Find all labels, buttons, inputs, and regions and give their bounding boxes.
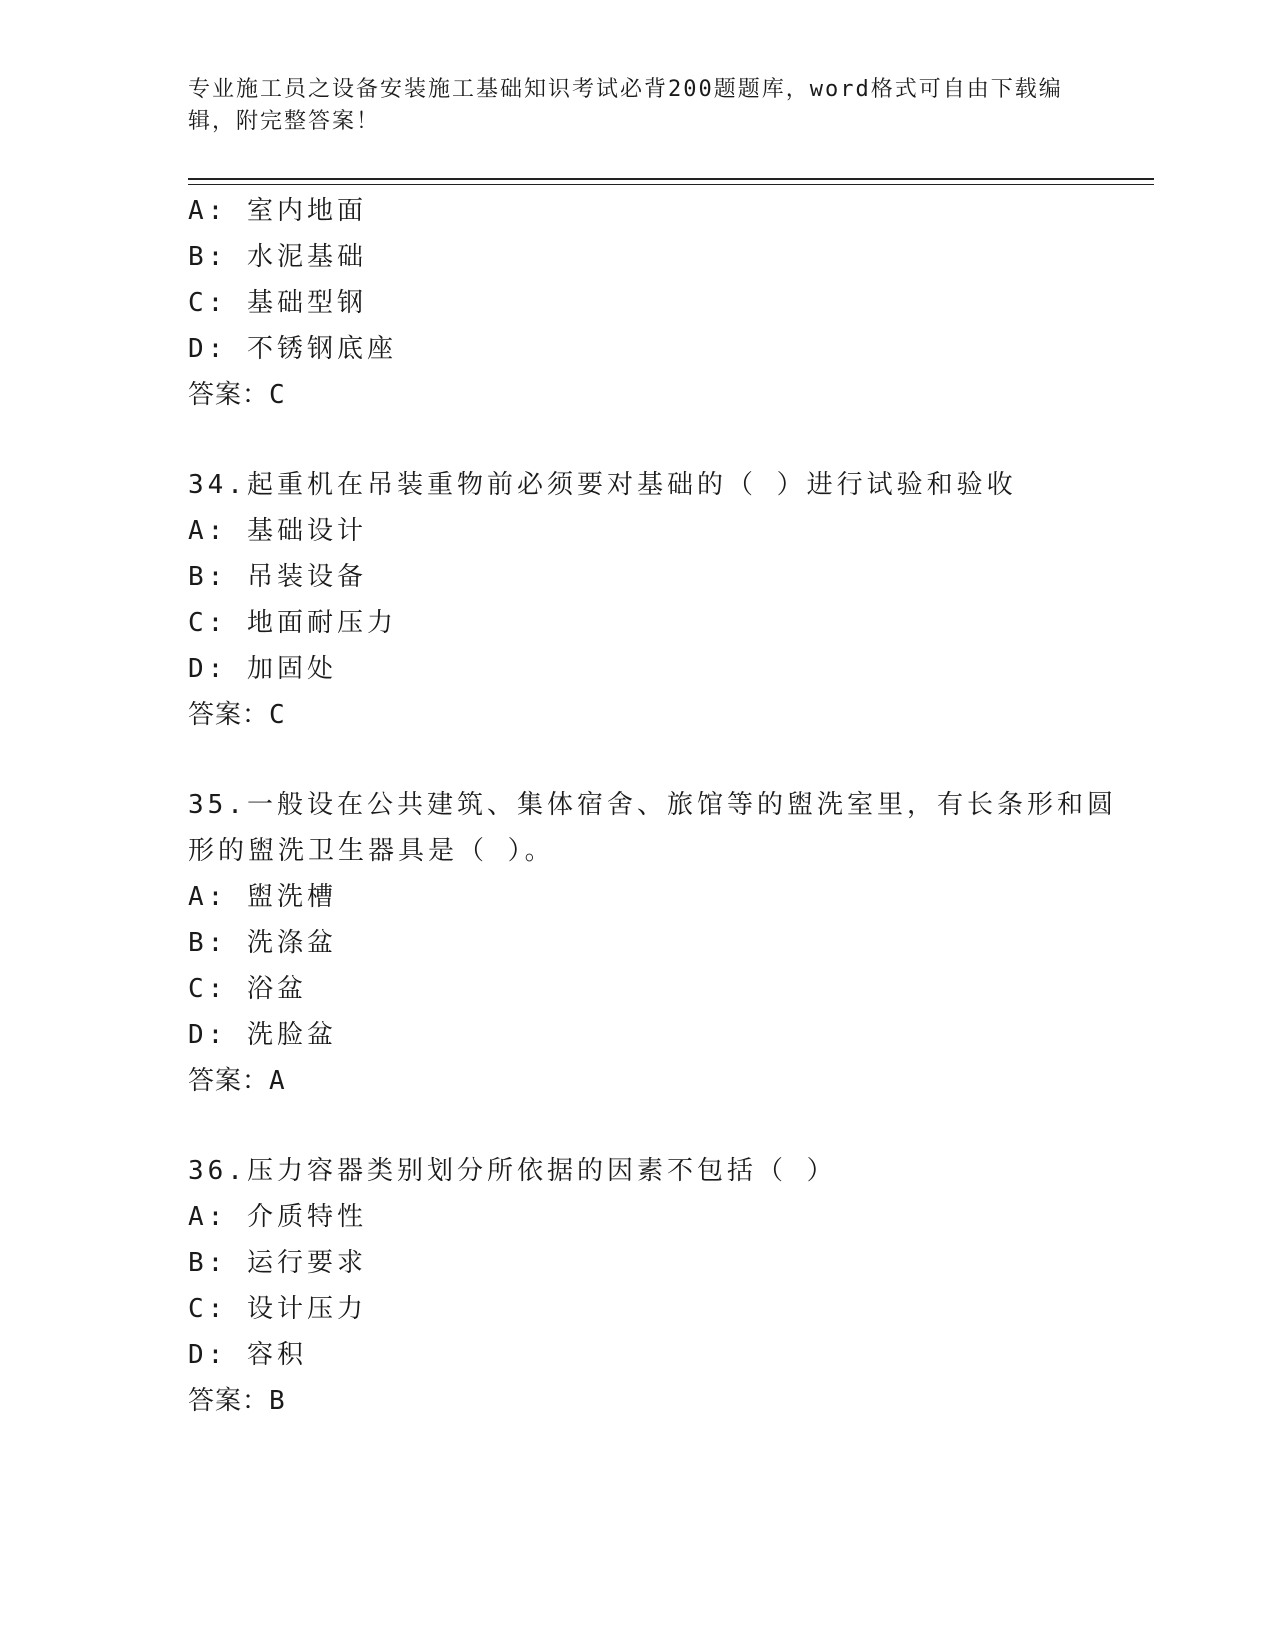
option-d: D: 不锈钢底座: [188, 334, 397, 364]
answer-label: 答案：: [188, 700, 270, 730]
option-c: C: 设计压力: [188, 1294, 367, 1324]
option-a: A: 基础设计: [188, 516, 367, 546]
option-a: A: 介质特性: [188, 1202, 367, 1232]
option-b: B: 运行要求: [188, 1248, 367, 1278]
answer-value: C: [269, 380, 286, 410]
answer-label: 答案：: [188, 1066, 270, 1096]
option-a: A: 室内地面: [188, 196, 367, 226]
answer-line: [188, 1058, 1108, 1104]
question-stem: 34.起重机在吊装重物前必须要对基础的（ ）进行试验和验收: [188, 470, 1017, 500]
answer-label: 答案：: [188, 1386, 270, 1416]
option-c: C: 地面耐压力: [188, 608, 397, 638]
question-stem-line2: 形的盥洗卫生器具是（ ）。: [188, 836, 555, 866]
question-stem: 36.压力容器类别划分所依据的因素不包括（ ）: [188, 1156, 837, 1186]
option-d: D: 加固处: [188, 654, 337, 684]
option-c: C: 浴盆: [188, 974, 307, 1004]
question-list: [188, 188, 1117, 1424]
answer-value: A: [269, 1066, 286, 1096]
header-divider-thin: [188, 184, 1154, 185]
answer-line: [188, 1378, 1108, 1424]
option-a: A: 盥洗槽: [188, 882, 337, 912]
question-block-36: [188, 1148, 1108, 1424]
option-d: D: 洗脸盆: [188, 1020, 337, 1050]
question-block-35: [188, 782, 1117, 1104]
option-b: B: 吊装设备: [188, 562, 367, 592]
option-c: C: 基础型钢: [188, 288, 367, 318]
question-stem-line1: 35.一般设在公共建筑、集体宿舍、旅馆等的盥洗室里，有长条形和圆: [188, 790, 1117, 820]
question-block-prev: [188, 188, 1108, 418]
option-b: B: 水泥基础: [188, 242, 367, 272]
document-header: [188, 74, 1088, 138]
header-divider-thick: [188, 178, 1154, 180]
answer-line: [188, 692, 1108, 738]
header-title: 专业施工员之设备安装施工基础知识考试必背200题题库，word格式可自由下载编辑，附完整答案！: [188, 77, 1063, 134]
question-block-34: [188, 462, 1108, 738]
option-b: B: 洗涤盆: [188, 928, 337, 958]
answer-value: B: [269, 1386, 286, 1416]
answer-line: [188, 372, 1108, 418]
answer-value: C: [269, 700, 286, 730]
option-d: D: 容积: [188, 1340, 307, 1370]
answer-label: 答案：: [188, 380, 270, 410]
